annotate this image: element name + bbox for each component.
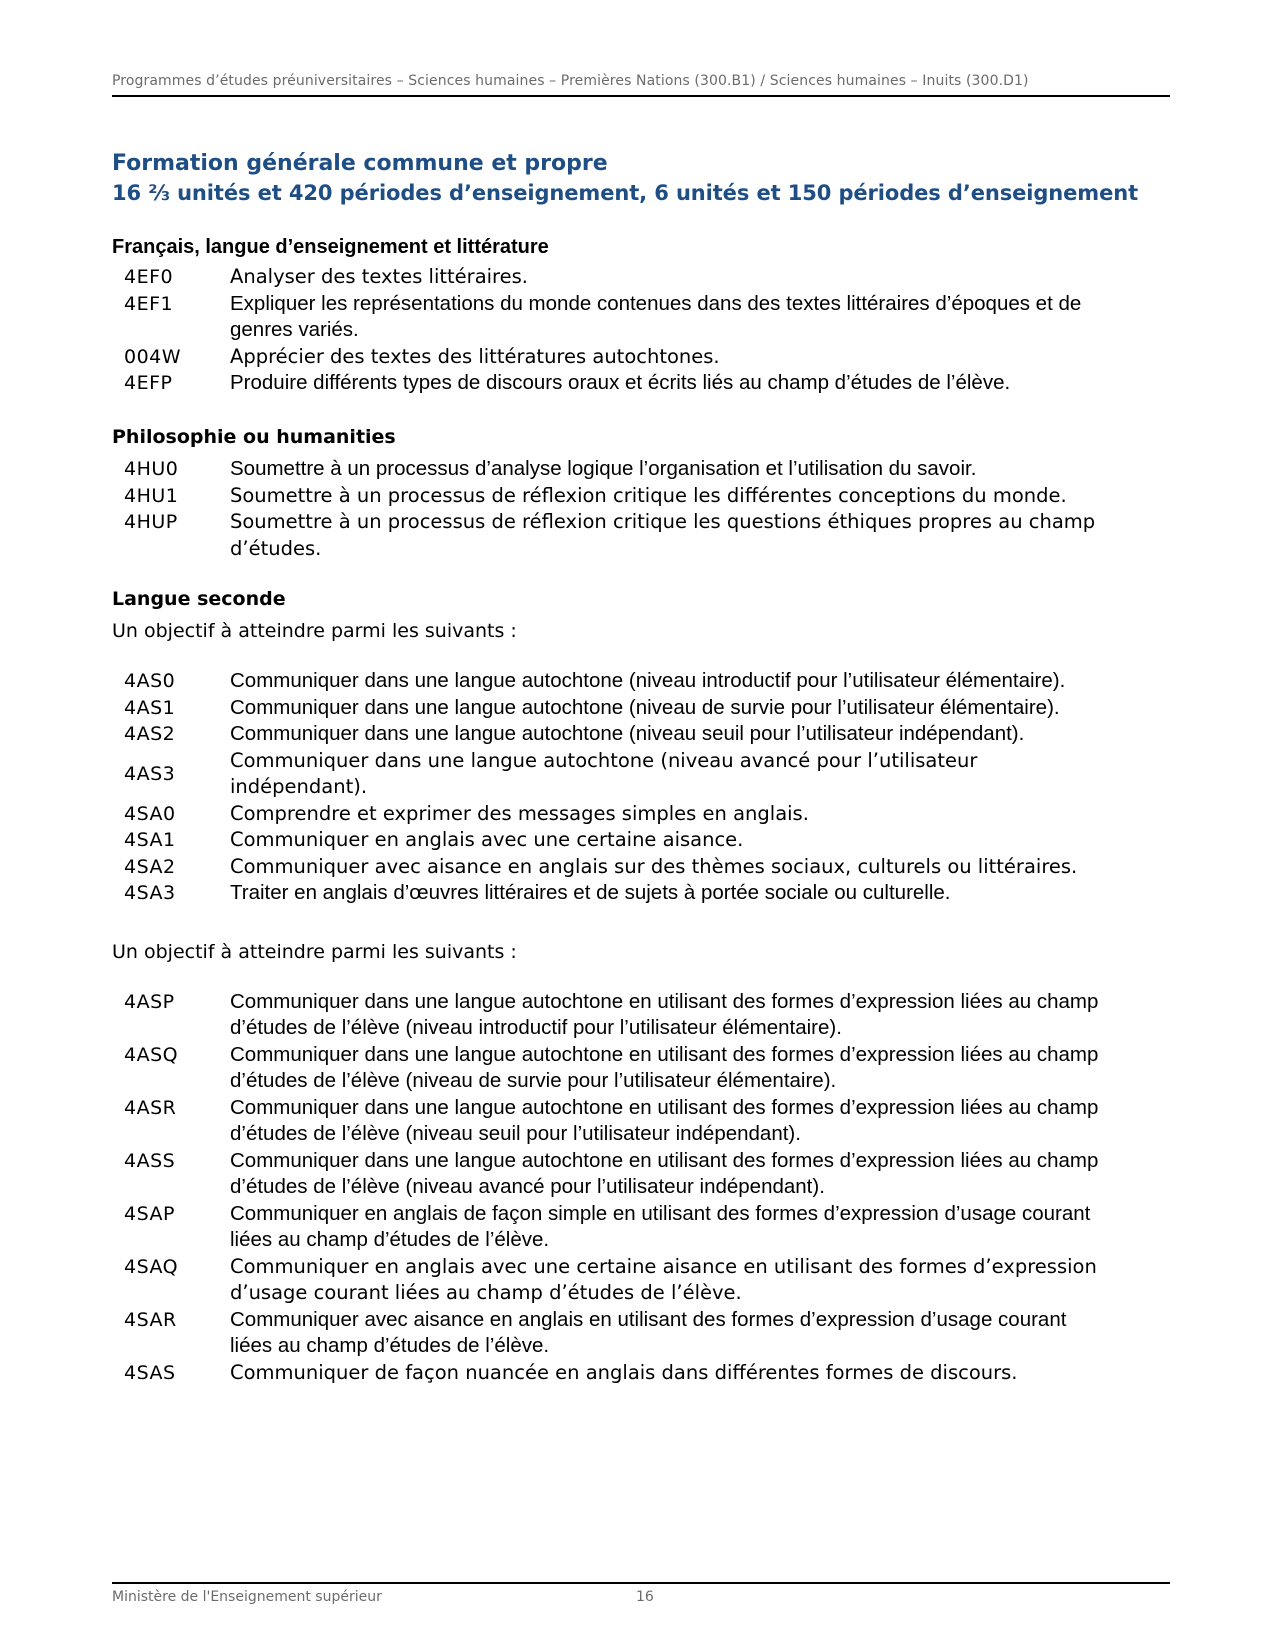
objective-list	[112, 668, 1170, 907]
running-header: Programmes d’études préuniversitaires – Sciences humaines – Premières Nations (300.B1) / Sciences humaines – Inuits (300.D1)	[112, 73, 1029, 89]
objective-row	[112, 1201, 1170, 1254]
objective-code: 4SAQ	[124, 1255, 179, 1278]
objective-code: 004W	[124, 345, 182, 368]
objective-code: 4ASS	[124, 1149, 176, 1172]
objective-row	[112, 483, 1170, 510]
objective-code: 4ASR	[124, 1096, 177, 1119]
objective-code: 4SAP	[124, 1202, 175, 1225]
objective-text: Comprendre et exprimer des messages simples en anglais.	[230, 801, 809, 825]
objective-code: 4SA1	[124, 829, 176, 851]
objective-row	[112, 668, 1170, 695]
objective-text: Soumettre à un processus d’analyse logique l’organisation et l’utilisation du savoir.	[230, 457, 977, 480]
objective-text: Communiquer dans une langue autochtone (niveau avancé pour l’utilisateur indépendant).	[230, 748, 978, 798]
objective-text: Communiquer dans une langue autochtone en utilisant des formes d’expression liées au champ d’études de l’élève (niveau de survie pour l’utilisateur élémentaire).	[230, 1042, 1099, 1092]
objective-text: Traiter en anglais d’œuvres littéraires et de sujets à portée sociale ou culturelle.	[230, 881, 951, 904]
objective-code: 4HUP	[124, 511, 178, 533]
section-langue-seconde	[112, 586, 1170, 1386]
intro-text: Un objectif à atteindre parmi les suivants :	[112, 940, 517, 963]
objective-row	[112, 721, 1170, 748]
objective-code: 4SA0	[124, 802, 176, 825]
objective-text: Communiquer en anglais avec une certaine aisance.	[230, 828, 744, 851]
objective-row	[112, 801, 1170, 828]
objective-row	[112, 456, 1170, 483]
objective-text: Soumettre à un processus de réflexion critique les différentes conceptions du monde.	[230, 483, 1067, 507]
objective-code: 4ASP	[124, 990, 175, 1013]
objective-text: Apprécier des textes des littératures autochtones.	[230, 344, 720, 368]
objective-code: 4SA2	[124, 855, 176, 878]
objective-text: Communiquer dans une langue autochtone en utilisant des formes d’expression liées au champ d’études de l’élève (niveau avancé pour l’utilisateur indépendant).	[230, 1148, 1099, 1198]
section-francais	[112, 234, 1170, 397]
objective-code: 4EF1	[124, 292, 174, 315]
objective-list	[112, 989, 1170, 1387]
objective-row	[112, 854, 1170, 881]
objective-code: 4EFP	[124, 372, 173, 394]
section-philosophie	[112, 424, 1170, 562]
objective-row	[112, 1042, 1170, 1095]
objective-text: Communiquer dans une langue autochtone (niveau introductif pour l’utilisateur élémentaire).	[230, 669, 1066, 692]
title-line-2: 16 ⅔ unités et 420 périodes d’enseignement, 6 unités et 150 périodes d’enseignement	[112, 181, 1139, 205]
page-number: 16	[636, 1589, 654, 1605]
objective-row	[112, 1307, 1170, 1360]
header-rule	[112, 95, 1170, 97]
objective-row	[112, 880, 1170, 907]
objective-row	[112, 1148, 1170, 1201]
objective-code: 4EF0	[124, 266, 174, 288]
objective-text: Communiquer dans une langue autochtone en utilisant des formes d’expression liées au champ d’études de l’élève (niveau seuil pour l’utilisateur indépendant).	[230, 1095, 1099, 1145]
objective-row	[112, 1360, 1170, 1387]
objective-text: Communiquer dans une langue autochtone (niveau seuil pour l’utilisateur indépendant).	[230, 722, 1025, 745]
objective-row	[112, 264, 1170, 291]
section-heading: Langue seconde	[112, 588, 286, 610]
objective-row	[112, 370, 1170, 397]
objective-row	[112, 748, 1170, 801]
objective-text: Expliquer les représentations du monde contenues dans des textes littéraires d’époques et de genres variés.	[230, 291, 1082, 341]
section-heading: Français, langue d’enseignement et littérature	[112, 236, 549, 258]
objective-row	[112, 1254, 1170, 1307]
objective-row	[112, 1095, 1170, 1148]
objective-text: Analyser des textes littéraires.	[230, 265, 529, 288]
section-heading: Philosophie ou humanities	[112, 426, 396, 448]
objective-code: 4AS0	[124, 670, 176, 692]
objective-text: Soumettre à un processus de réflexion critique les questions éthiques propres au champ d’études.	[230, 510, 1096, 560]
objective-text: Produire différents types de discours oraux et écrits liés au champ d’études de l’élève.	[230, 371, 1011, 394]
objective-text: Communiquer avec aisance en anglais sur des thèmes sociaux, culturels ou littéraires.	[230, 854, 1078, 878]
objective-list	[112, 456, 1170, 562]
objective-row	[112, 695, 1170, 722]
objective-row	[112, 827, 1170, 854]
objective-text: Communiquer dans une langue autochtone en utilisant des formes d’expression liées au champ d’études de l’élève (niveau introductif pour l’utilisateur élémentaire).	[230, 989, 1099, 1039]
objective-code: 4AS2	[124, 723, 176, 745]
objective-code: 4HU0	[124, 458, 179, 480]
objective-text: Communiquer de façon nuancée en anglais dans différentes formes de discours.	[230, 1360, 1018, 1384]
objective-code: 4HU1	[124, 484, 179, 507]
objective-row	[112, 989, 1170, 1042]
objective-text: Communiquer en anglais de façon simple en utilisant des formes d’expression d’usage courant liées au champ d’études de l’élève.	[230, 1201, 1091, 1251]
objective-list	[112, 264, 1170, 397]
objective-code: 4SA3	[124, 882, 176, 904]
objective-code: 4ASQ	[124, 1043, 179, 1066]
objective-row	[112, 509, 1170, 562]
objective-code: 4SAS	[124, 1361, 176, 1384]
objective-text: Communiquer dans une langue autochtone (niveau de survie pour l’utilisateur élémentaire).	[230, 695, 1060, 719]
objective-row	[112, 344, 1170, 371]
page-title	[112, 150, 1170, 208]
objective-code: 4AS1	[124, 696, 176, 719]
objective-code: 4AS3	[124, 762, 176, 785]
title-line-1: Formation générale commune et propre	[112, 151, 608, 176]
objective-text: Communiquer avec aisance en anglais en utilisant des formes d’expression d’usage courant liées au champ d’études de l’élève.	[230, 1307, 1067, 1357]
objective-text: Communiquer en anglais avec une certaine aisance en utilisant des formes d’expression d’usage courant liées au champ d’études de l’élève.	[230, 1254, 1097, 1304]
objective-row	[112, 291, 1170, 344]
objective-code: 4SAR	[124, 1308, 177, 1331]
footer-rule	[112, 1582, 1170, 1584]
footer-publisher: Ministère de l'Enseignement supérieur	[112, 1589, 382, 1605]
intro-text: Un objectif à atteindre parmi les suivants :	[112, 620, 517, 642]
